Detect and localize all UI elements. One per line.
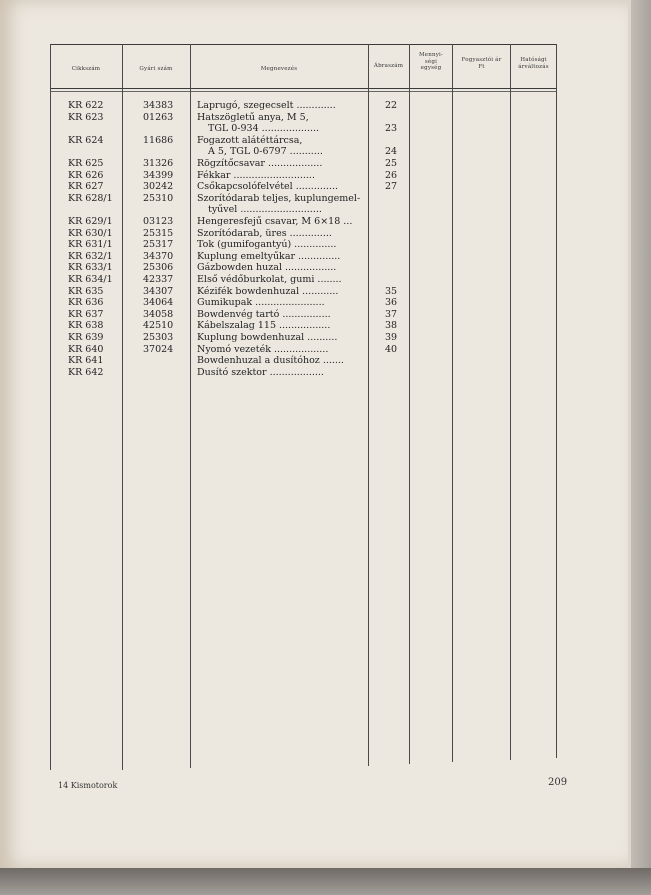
abraszam-cell: 24 bbox=[384, 146, 398, 158]
table-row bbox=[0, 228, 628, 240]
table-row bbox=[0, 112, 628, 124]
abraszam-cell: 38 bbox=[384, 320, 398, 332]
abraszam-cell: 36 bbox=[384, 297, 398, 309]
megnevezes-cell: Laprugó, szegecselt ............. bbox=[197, 100, 336, 111]
megnevezes-cell: Tok (gumifogantyú) .............. bbox=[197, 239, 337, 251]
gyari-szam-cell: 25317 bbox=[143, 239, 174, 251]
cikkszam-cell: KR 627 bbox=[68, 181, 104, 193]
cikkszam-cell: KR 638 bbox=[68, 320, 104, 332]
megnevezes-cell: tyűvel ........................... bbox=[208, 204, 322, 216]
megnevezes-cell: Kuplung emeltyűkar .............. bbox=[197, 250, 341, 262]
header-mennyisegi-egyseg: Mennyi- ségi egység bbox=[418, 52, 444, 71]
page-bottom-edge bbox=[0, 868, 651, 895]
cikkszam-cell: KR 640 bbox=[68, 343, 104, 355]
table-row bbox=[0, 355, 628, 367]
megnevezes-cell: Szorítódarab, üres .............. bbox=[197, 227, 332, 239]
table-row bbox=[0, 367, 628, 379]
cikkszam-cell: KR 642 bbox=[68, 366, 104, 378]
cikkszam-cell: KR 628/1 bbox=[68, 192, 113, 204]
cikkszam-cell: KR 635 bbox=[68, 285, 104, 297]
table-row bbox=[0, 204, 628, 216]
header-abraszam: Ábraszám bbox=[373, 63, 404, 69]
table-row bbox=[0, 309, 628, 321]
table-row bbox=[0, 274, 628, 286]
header-cikkszam: Cikkszám bbox=[71, 66, 101, 72]
table-row bbox=[0, 262, 628, 274]
header-hatosagi-arvaltozas: Hatósági árváltozás bbox=[518, 57, 549, 70]
gyari-szam-cell: 25303 bbox=[143, 332, 174, 343]
gyari-szam-cell: 34058 bbox=[143, 308, 174, 320]
gyari-szam-cell: 11686 bbox=[143, 134, 174, 146]
table-row bbox=[0, 320, 628, 332]
table-row bbox=[0, 181, 628, 193]
megnevezes-cell: Gázbowden huzal ................. bbox=[197, 262, 337, 274]
gyari-szam-cell: 34370 bbox=[143, 250, 174, 262]
table-row bbox=[0, 146, 628, 158]
table-row bbox=[0, 344, 628, 356]
abraszam-cell: 22 bbox=[384, 100, 398, 111]
cikkszam-cell: KR 634/1 bbox=[68, 274, 113, 285]
megnevezes-cell: Nyomó vezeték .................. bbox=[197, 343, 329, 355]
megnevezes-cell: Gumikupak ....................... bbox=[197, 297, 325, 309]
gyari-szam-cell: 25315 bbox=[143, 227, 174, 239]
table-row bbox=[0, 332, 628, 344]
megnevezes-cell: Bowdenhuzal a dusítóhoz ....... bbox=[197, 355, 344, 367]
table-row bbox=[0, 135, 628, 147]
megnevezes-cell: Bowdenvég tartó ................ bbox=[197, 308, 331, 320]
abraszam-cell: 23 bbox=[384, 123, 398, 135]
abraszam-cell: 27 bbox=[384, 181, 398, 193]
abraszam-cell: 39 bbox=[384, 332, 398, 343]
abraszam-cell: 40 bbox=[384, 343, 398, 355]
megnevezes-cell: Rögzítőcsavar .................. bbox=[197, 158, 323, 169]
cikkszam-cell: KR 631/1 bbox=[68, 239, 113, 251]
cikkszam-cell: KR 636 bbox=[68, 297, 104, 309]
table-row bbox=[0, 297, 628, 309]
cikkszam-cell: KR 622 bbox=[68, 100, 104, 111]
cikkszam-cell: KR 624 bbox=[68, 134, 104, 146]
table-header-border-2 bbox=[50, 91, 556, 92]
table-top-border bbox=[50, 44, 556, 45]
cikkszam-cell: KR 641 bbox=[68, 355, 104, 367]
megnevezes-cell: Hengeresfejű csavar, M 6×18 ... bbox=[197, 216, 353, 227]
megnevezes-cell: Első védőburkolat, gumi ........ bbox=[197, 274, 342, 285]
abraszam-cell: 37 bbox=[384, 308, 398, 320]
cikkszam-cell: KR 630/1 bbox=[68, 227, 113, 239]
table-row bbox=[0, 100, 628, 112]
gyari-szam-cell: 34064 bbox=[143, 297, 174, 309]
gyari-szam-cell: 34307 bbox=[143, 285, 174, 297]
cikkszam-cell: KR 637 bbox=[68, 308, 104, 320]
table-header-border bbox=[50, 88, 556, 89]
table-row bbox=[0, 251, 628, 263]
gyari-szam-cell: 03123 bbox=[143, 216, 174, 227]
gyari-szam-cell: 42510 bbox=[143, 320, 174, 332]
table-row bbox=[0, 239, 628, 251]
table-row bbox=[0, 216, 628, 228]
megnevezes-cell: Fékkar ........................... bbox=[197, 169, 315, 181]
megnevezes-cell: Szorítódarab teljes, kuplungemel- bbox=[197, 192, 361, 204]
header-megnevezes: Megnevezés bbox=[260, 66, 298, 72]
megnevezes-cell: Kuplung bowdenhuzal .......... bbox=[197, 332, 338, 343]
cikkszam-cell: KR 626 bbox=[68, 169, 104, 181]
megnevezes-cell: Kézifék bowdenhuzal ............ bbox=[197, 285, 339, 297]
cikkszam-cell: KR 633/1 bbox=[68, 262, 113, 274]
cikkszam-cell: KR 623 bbox=[68, 111, 104, 123]
gyari-szam-cell: 25310 bbox=[143, 192, 174, 204]
gyari-szam-cell: 25306 bbox=[143, 262, 174, 274]
footer-section-label: 14 Kismotorok bbox=[58, 781, 118, 790]
page-number: 209 bbox=[548, 777, 568, 788]
megnevezes-cell: Dusító szektor .................. bbox=[197, 366, 324, 378]
cikkszam-cell: KR 625 bbox=[68, 158, 104, 169]
cikkszam-cell: KR 629/1 bbox=[68, 216, 113, 227]
abraszam-cell: 25 bbox=[384, 158, 398, 169]
table-row bbox=[0, 286, 628, 298]
gyari-szam-cell: 34399 bbox=[143, 169, 174, 181]
header-gyari-szam: Gyári szám bbox=[139, 66, 173, 72]
gyari-szam-cell: 30242 bbox=[143, 181, 174, 193]
gyari-szam-cell: 37024 bbox=[143, 343, 174, 355]
abraszam-cell: 26 bbox=[384, 169, 398, 181]
gyari-szam-cell: 31326 bbox=[143, 158, 174, 169]
megnevezes-cell: Csőkapcsolófelvétel .............. bbox=[197, 181, 338, 193]
table-row bbox=[0, 158, 628, 170]
header-fogyasztoi-ar: Fogyasztói ár Ft bbox=[461, 57, 502, 70]
cikkszam-cell: KR 639 bbox=[68, 332, 104, 343]
megnevezes-cell: Kábelszalag 115 ................. bbox=[197, 320, 331, 332]
abraszam-cell: 35 bbox=[384, 285, 398, 297]
gyari-szam-cell: 34383 bbox=[143, 100, 174, 111]
megnevezes-cell: A 5, TGL 0-6797 ........... bbox=[208, 146, 323, 158]
megnevezes-cell: Fogazott alátéttárcsa, bbox=[197, 134, 303, 146]
megnevezes-cell: Hatszögletű anya, M 5, bbox=[197, 111, 309, 123]
gyari-szam-cell: 42337 bbox=[143, 274, 174, 285]
table-row bbox=[0, 193, 628, 205]
megnevezes-cell: TGL 0-934 ................... bbox=[208, 123, 320, 135]
gyari-szam-cell: 01263 bbox=[143, 111, 174, 123]
table-row bbox=[0, 170, 628, 182]
table-row bbox=[0, 123, 628, 135]
cikkszam-cell: KR 632/1 bbox=[68, 250, 113, 262]
